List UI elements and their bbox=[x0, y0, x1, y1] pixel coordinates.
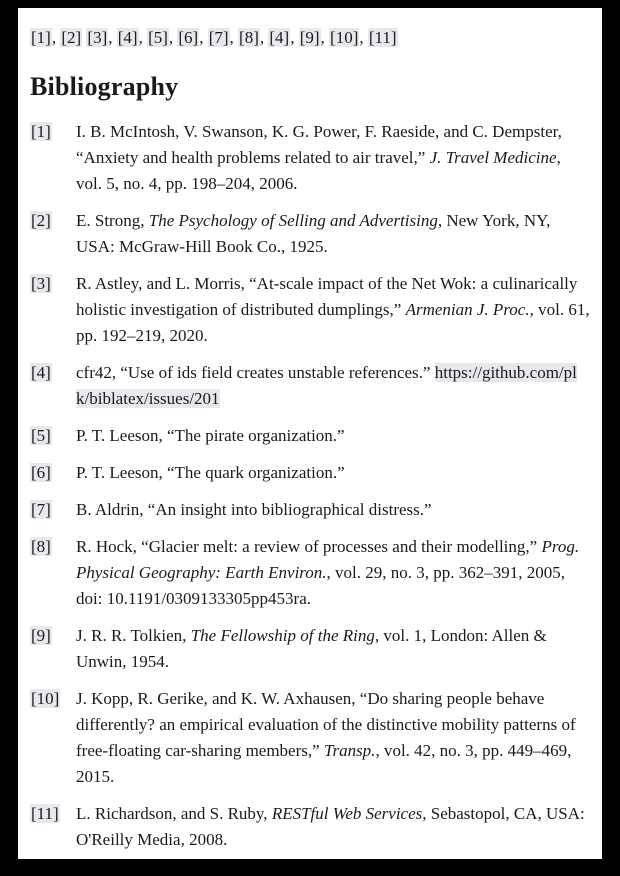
bibliography-entry bbox=[30, 460, 590, 486]
entry-text-segment: , vol. 61, pp. 192–219, 2020. bbox=[76, 300, 590, 345]
entry-text bbox=[76, 271, 590, 349]
entry-text bbox=[76, 623, 590, 675]
bibliography-entry bbox=[30, 534, 590, 612]
entry-text-segment: J. Kopp, R. Gerike, and K. W. Axhausen, “Do sharing people behave differently? an empirical evaluation of the distinctive mobility patterns of free-floating car-sharing members,” bbox=[76, 689, 576, 760]
entry-label-link[interactable]: [1] bbox=[31, 122, 51, 141]
citation-separator: , bbox=[359, 28, 368, 47]
citation-separator: , bbox=[168, 28, 178, 47]
entry-text-segment: , vol. 29, no. 3, pp. 362–391, 2005, doi: 10.1191/0309133305pp453ra. bbox=[76, 563, 566, 608]
entry-text-segment: P. T. Leeson, “The pirate organization.” bbox=[76, 426, 345, 445]
entry-text bbox=[76, 423, 590, 449]
citation-separator: , bbox=[229, 28, 239, 47]
entry-text bbox=[76, 360, 590, 412]
entry-label-column bbox=[30, 360, 76, 386]
bibliography-heading: Bibliography bbox=[30, 72, 179, 101]
entry-text-segment: P. T. Leeson, “The quark organization.” bbox=[76, 463, 345, 482]
entry-label-column bbox=[30, 119, 76, 145]
entry-label-link[interactable]: [5] bbox=[31, 426, 51, 445]
entry-text-segment: R. Astley, and L. Morris, “At-scale impact of the Net Wok: a culinarically holistic investigation of distributed dumplings,” bbox=[76, 274, 578, 319]
entry-text-segment: cfr42, “Use of ids field creates unstable references.” bbox=[76, 363, 435, 382]
entry-label-column bbox=[30, 534, 76, 560]
entry-text bbox=[76, 497, 590, 523]
citation-link[interactable]: [10] bbox=[330, 28, 359, 47]
entry-label-column bbox=[30, 686, 76, 712]
entry-text-segment: L. Richardson, and S. Ruby, bbox=[76, 804, 272, 823]
entry-text bbox=[76, 801, 590, 853]
bibliography-entry bbox=[30, 271, 590, 349]
entry-label-column bbox=[30, 208, 76, 234]
entry-label-column bbox=[30, 460, 76, 486]
bibliography-entry bbox=[30, 360, 590, 412]
entry-text-segment: , vol. 5, no. 4, pp. 198–204, 2006. bbox=[76, 148, 561, 193]
bibliography-entry bbox=[30, 623, 590, 675]
bibliography-entry bbox=[30, 423, 590, 449]
entry-label-link[interactable]: [4] bbox=[31, 363, 51, 382]
entry-text-segment: , vol. 1, London: Allen & Unwin, 1954. bbox=[76, 626, 547, 671]
citation-separator: , bbox=[290, 28, 299, 47]
entry-text bbox=[76, 534, 590, 612]
citation-separator: , bbox=[259, 28, 269, 47]
entry-label-column bbox=[30, 801, 76, 827]
entry-url-link[interactable]: https://github.com/plk/biblatex/issues/201 bbox=[76, 363, 577, 408]
citation-separator: , bbox=[51, 28, 61, 47]
entry-label-link[interactable]: [11] bbox=[31, 804, 59, 823]
citation-link[interactable]: [5] bbox=[148, 28, 168, 47]
entry-text-segment: B. Aldrin, “An insight into bibliographical distress.” bbox=[76, 500, 432, 519]
entry-title-italic: Transp. bbox=[323, 741, 376, 760]
citation-link[interactable]: [1] bbox=[31, 28, 51, 47]
entry-text-segment: , Sebastopol, CA, USA: O'Reilly Media, 2008. bbox=[76, 804, 585, 849]
entry-text bbox=[76, 686, 590, 790]
citation-link[interactable]: [4] bbox=[117, 28, 138, 47]
citation-separator: , bbox=[320, 28, 330, 47]
entry-title-italic: The Psychology of Selling and Advertising bbox=[148, 211, 438, 230]
entry-label-link[interactable]: [6] bbox=[31, 463, 51, 482]
entry-text-segment: R. Hock, “Glacier melt: a review of processes and their modelling,” bbox=[76, 537, 542, 556]
citation-line bbox=[30, 27, 590, 48]
bibliography-entry bbox=[30, 208, 590, 260]
entry-text bbox=[76, 460, 590, 486]
citation-link[interactable]: [4] bbox=[269, 28, 290, 47]
bibliography-list bbox=[30, 119, 590, 853]
entry-label-link[interactable]: [7] bbox=[31, 500, 51, 519]
bibliography-entry bbox=[30, 497, 590, 523]
entry-title-italic: Armenian J. Proc. bbox=[405, 300, 530, 319]
bibliography-entry bbox=[30, 119, 590, 197]
citation-separator: , bbox=[138, 28, 148, 47]
entry-label-column bbox=[30, 423, 76, 449]
entry-title-italic: J. Travel Medicine bbox=[429, 148, 557, 167]
entry-label-link[interactable]: [10] bbox=[31, 689, 60, 708]
citation-link[interactable]: [9] bbox=[299, 28, 320, 47]
bibliography-entry bbox=[30, 686, 590, 790]
entry-text-segment: , New York, NY, USA: McGraw-Hill Book Co., 1925. bbox=[76, 211, 551, 256]
citation-separator: , bbox=[108, 28, 117, 47]
entry-label-link[interactable]: [3] bbox=[31, 274, 51, 293]
entry-label-column bbox=[30, 623, 76, 649]
entry-text-segment: I. B. McIntosh, V. Swanson, K. G. Power, F. Raeside, and C. Dempster, “Anxiety and health problems related to air travel,” bbox=[76, 122, 562, 167]
entry-text-segment: J. R. R. Tolkien, bbox=[76, 626, 191, 645]
entry-text-segment: E. Strong, bbox=[76, 211, 149, 230]
entry-label-link[interactable]: [9] bbox=[31, 626, 51, 645]
entry-label-column bbox=[30, 271, 76, 297]
citation-link[interactable]: [3] bbox=[87, 28, 108, 47]
entry-text bbox=[76, 208, 590, 260]
citation-separator: , bbox=[199, 28, 208, 47]
entry-title-italic: The Fellowship of the Ring bbox=[190, 626, 375, 645]
bibliography-entry bbox=[30, 801, 590, 853]
entry-label-link[interactable]: [2] bbox=[31, 211, 51, 230]
entry-title-italic: Prog. Physical Geography: Earth Environ. bbox=[76, 537, 580, 582]
citation-link[interactable]: [7] bbox=[208, 28, 229, 47]
citation-link[interactable]: [2] bbox=[61, 28, 82, 47]
citation-link[interactable]: [11] bbox=[368, 28, 397, 47]
entry-title-italic: RESTful Web Services bbox=[271, 804, 423, 823]
document-page bbox=[18, 8, 602, 859]
citation-link[interactable]: [6] bbox=[178, 28, 199, 47]
entry-text bbox=[76, 119, 590, 197]
entry-label-link[interactable]: [8] bbox=[31, 537, 51, 556]
entry-label-column bbox=[30, 497, 76, 523]
entry-text-segment: , vol. 42, no. 3, pp. 449–469, 2015. bbox=[76, 741, 572, 786]
citation-link[interactable]: [8] bbox=[239, 28, 259, 47]
